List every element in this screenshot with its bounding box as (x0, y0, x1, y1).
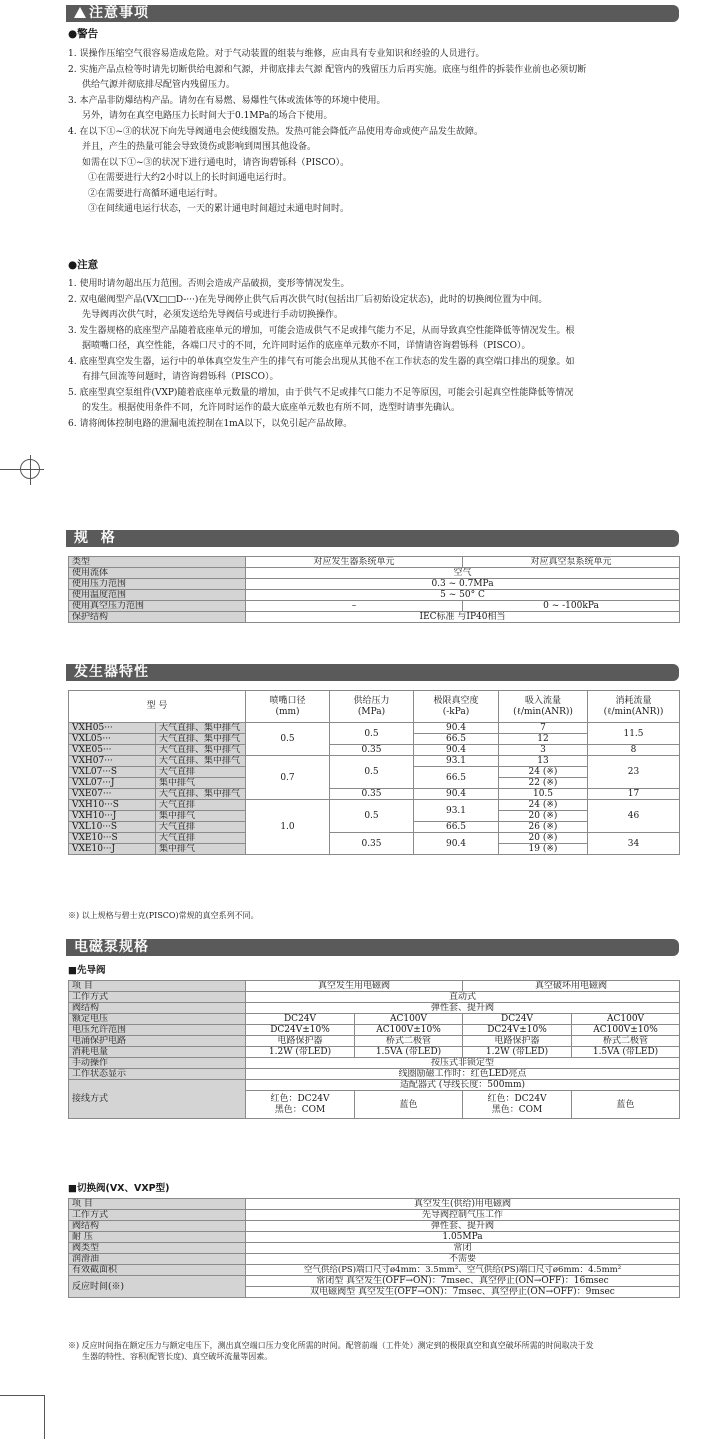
exhaust-cell: 大气直排、集中排气 (156, 723, 246, 734)
table-row (69, 568, 680, 579)
switch-value: 常闭型 真空发生(OFF→ON)：7msec、真空停止(ON→OFF)：16msec (246, 1276, 680, 1287)
pilot-value: 电路保护器 (246, 1036, 355, 1047)
switch-label: 有效截面积 (69, 1265, 246, 1276)
consumption-cell: 11.5 (588, 723, 680, 745)
pilot-label: 接线方式 (69, 1080, 246, 1119)
exhaust-cell: 大气直排、集中排气 (156, 756, 246, 767)
table-row (69, 745, 680, 756)
suction-cell: 10.5 (499, 789, 588, 800)
table-row (69, 612, 680, 623)
caution-line: 5. 底座型真空泵组件(VXP)随着底座单元数量的增加，由于供气不足或排气口能力不足等原因，可能会引起真空性能降低等情况 (68, 387, 574, 398)
suction-cell: 22 (※) (499, 778, 588, 789)
pilot-value: DC24V±10% (246, 1025, 355, 1036)
warning-line: ①在需要进行大约2小时以上的长时间通电运行时。 (88, 173, 292, 183)
table-row (69, 756, 680, 767)
pilot-label: 阀结构 (69, 1003, 246, 1014)
model-cell: VXE10···J (69, 844, 156, 855)
table-row (69, 1276, 680, 1287)
pump-note-line: ※) 反应时间指在额定压力与额定电压下，测出真空端口压力变化所需的时间。配管前端（工件处）测定到的极限真空和真空破坏所需的时间取决于发 (68, 1341, 594, 1350)
warning-line: 如需在以下①~③的状况下进行通电时，请咨询碧铄科（PISCO）。 (82, 157, 350, 168)
pilot-value: 适配器式 (导线长度：500mm) (246, 1080, 680, 1091)
exhaust-cell: 大气直排 (156, 800, 246, 811)
crop-mark-line (44, 1395, 45, 1439)
generator-title: 发生器特性 (74, 664, 149, 680)
pump-note-line: 生器的特性、容积(配管长度)、真空破坏流量等因素。 (82, 1352, 273, 1361)
exhaust-cell: 大气直排、集中排气 (156, 734, 246, 745)
pilot-value: 按压式非锁定型 (246, 1058, 680, 1069)
warning-line: 3. 本产品非防爆结构产品。请勿在有易燃、易爆性气体或流体等的环境中使用。 (68, 95, 386, 106)
exhaust-cell: 集中排气 (156, 844, 246, 855)
consumption-cell: 17 (588, 789, 680, 800)
table-row (69, 1210, 680, 1221)
crop-mark-circle (20, 459, 40, 479)
pilot-value: 1.5VA (带LED) (572, 1047, 680, 1058)
warning-line: ②在需要进行高循环通电运行时。 (88, 188, 224, 199)
switch-label: 工作方式 (69, 1210, 246, 1221)
switch-value: 真空发生(供给)用电磁阀 (246, 1199, 680, 1210)
switch-value: 双电磁阀型 真空发生(OFF→ON)：7msec、真空停止(ON→OFF)：9msec (246, 1287, 680, 1298)
pressure-cell: 0.5 (330, 756, 414, 789)
table-row (69, 833, 680, 844)
table-row (69, 1069, 680, 1080)
model-cell: VXE07··· (69, 789, 156, 800)
suction-cell: 24 (※) (499, 800, 588, 811)
caution-line: 先导阀再次供气时，必须发送给先导阀信号或进行手动切换操作。 (82, 310, 344, 320)
pilot-label: 工作方式 (69, 992, 246, 1003)
pilot-value: AC100V (355, 1014, 463, 1025)
suction-cell: 19 (※) (499, 844, 588, 855)
spec-title-bar (66, 530, 679, 547)
table-row (69, 1058, 680, 1069)
suction-cell: 24 (※) (499, 767, 588, 778)
pilot-value: AC100V (572, 1014, 680, 1025)
switch-label: 阀类型 (69, 1243, 246, 1254)
vacuum-cell: 93.1 (414, 756, 499, 767)
pressure-cell: 0.35 (330, 833, 414, 855)
crop-mark-line (0, 1395, 44, 1396)
col-header-model: 型 号 (69, 691, 246, 723)
table-row (69, 590, 680, 601)
suction-cell: 12 (499, 734, 588, 745)
pump-title-bar (66, 939, 679, 956)
notice-title: 注意事项 (89, 5, 149, 21)
spec-value: 5 ~ 50° C (246, 590, 680, 601)
pilot-value (463, 1091, 572, 1119)
pilot-label: 消耗电量 (69, 1047, 246, 1058)
wire-black-label: 黑色：COM (491, 1104, 543, 1115)
spec-label: 保护结构 (69, 612, 246, 623)
spec-value: 空气 (246, 568, 680, 579)
suction-cell: 3 (499, 745, 588, 756)
pilot-value: 真空发生用电磁阀 (246, 981, 463, 992)
spec-label: 类型 (69, 557, 246, 568)
wire-black-label: 黑色：COM (274, 1104, 326, 1115)
col-header-vacuum: 极限真空度 (-kPa) (414, 691, 499, 723)
spec-value: 对应真空泵系统单元 (463, 557, 680, 568)
spec-title: 规 格 (74, 530, 116, 546)
spec-label: 使用流体 (69, 568, 246, 579)
vacuum-cell: 93.1 (414, 800, 499, 822)
pilot-value: DC24V (246, 1014, 355, 1025)
table-row (69, 992, 680, 1003)
vacuum-cell: 90.4 (414, 789, 499, 800)
caution-line: 有排气回流等问题时，请咨询碧铄科（PISCO）。 (82, 372, 279, 382)
pilot-value: 弹性套、提升阀 (246, 1003, 680, 1014)
pilot-label: 电压允许范围 (69, 1025, 246, 1036)
caution-line: 3. 发生器规格的底座型产品随着底座单元的增加，可能会造成供气不足或排气能力不足，从而导致真空性能降低等情况发生。根 (68, 325, 575, 336)
warning-line: 供给气源并彻底排尽配管内残留压力。 (82, 80, 236, 90)
switch-value: 不需要 (246, 1254, 680, 1265)
consumption-cell: 34 (588, 833, 680, 855)
table-row (69, 800, 680, 811)
pressure-cell: 0.35 (330, 789, 414, 800)
generator-table (68, 690, 680, 855)
switch-value: 空气供给(PS)端口尺寸ø4mm：3.5mm²、空气供给(PS)端口尺寸ø6mm：4.5mm² (246, 1265, 680, 1276)
switch-value: 弹性套、提升阀 (246, 1221, 680, 1232)
pilot-value: 线圈励磁工作时：红色LED亮点 (246, 1069, 680, 1080)
wire-red-label: 红色：DC24V (270, 1093, 330, 1104)
pilot-value: 1.5VA (带LED) (355, 1047, 463, 1058)
model-cell: VXH05··· (69, 723, 156, 734)
consumption-cell: 46 (588, 800, 680, 833)
pilot-value: AC100V±10% (355, 1025, 463, 1036)
table-row (69, 723, 680, 734)
model-cell: VXL07···S (69, 767, 156, 778)
table-row (69, 789, 680, 800)
generator-note: ※) 以上规格与碧士克(PISCO)常规的真空系列不同。 (68, 911, 259, 920)
switch-label: 阀结构 (69, 1221, 246, 1232)
pilot-value (246, 1091, 355, 1119)
vacuum-cell: 90.4 (414, 723, 499, 734)
switch-label: 耐 压 (69, 1232, 246, 1243)
nozzle-cell: 0.5 (246, 723, 330, 756)
caution-title: ●注意 (68, 259, 99, 271)
pilot-value: DC24V (463, 1014, 572, 1025)
suction-cell: 20 (※) (499, 811, 588, 822)
warning-line: 1. 误操作压缩空气很容易造成危险。对于气动装置的组装与维修，应由具有专业知识和经验的人员进行。 (68, 49, 485, 59)
pilot-value: 直动式 (246, 992, 680, 1003)
spec-label: 使用真空压力范围 (69, 601, 246, 612)
exhaust-cell: 大气直排 (156, 833, 246, 844)
vacuum-cell: 66.5 (414, 767, 499, 789)
vacuum-cell: 90.4 (414, 745, 499, 756)
switch-valve-table (68, 1198, 680, 1298)
table-row (69, 981, 680, 992)
switch-label: 反应时间(※) (69, 1276, 246, 1298)
col-header-consumption: 消耗流量 (ℓ/min(ANR)) (588, 691, 680, 723)
exhaust-cell: 集中排气 (156, 811, 246, 822)
suction-cell: 7 (499, 723, 588, 734)
pilot-value: 桥式二极管 (572, 1036, 680, 1047)
spec-table (68, 556, 680, 623)
nozzle-cell: 0.7 (246, 756, 330, 800)
model-cell: VXH07··· (69, 756, 156, 767)
table-row (69, 1221, 680, 1232)
pressure-cell: 0.5 (330, 723, 414, 745)
table-row (69, 579, 680, 590)
pump-note (68, 1340, 683, 1362)
pilot-value: 蓝色 (355, 1091, 463, 1119)
pilot-label: 项 目 (69, 981, 246, 992)
table-row (69, 1036, 680, 1047)
table-row (69, 1199, 680, 1210)
switch-value: 常闭 (246, 1243, 680, 1254)
pilot-value: 电路保护器 (463, 1036, 572, 1047)
caution-line: 2. 双电磁阀型产品(VX□□D-···)在先导阀停止供气后再次供气时(包括出厂后初始设定状态)，此时的切换阀位置为中间。 (68, 294, 548, 305)
exhaust-cell: 大气直排、集中排气 (156, 789, 246, 800)
consumption-cell: 23 (588, 756, 680, 789)
table-row (69, 1265, 680, 1276)
pilot-label: 工作状态显示 (69, 1069, 246, 1080)
table-row (69, 557, 680, 568)
warning-line: 2. 实施产品点检等时请先切断供给电源和气源，并彻底排去气源 配管内的残留压力后再实施。底座与组件的拆装作业前也必须切断 (68, 64, 587, 75)
pilot-value: AC100V±10% (572, 1025, 680, 1036)
pilot-value: 桥式二极管 (355, 1036, 463, 1047)
col-header-pressure: 供给压力 (MPa) (330, 691, 414, 723)
pilot-value: DC24V±10% (463, 1025, 572, 1036)
exhaust-cell: 大气直排 (156, 767, 246, 778)
table-row (69, 1254, 680, 1265)
warning-line: 另外，请勿在真空电路压力长时间大于0.1MPa的场合下使用。 (82, 111, 333, 121)
model-cell: VXE10···S (69, 833, 156, 844)
vacuum-cell: 66.5 (414, 734, 499, 745)
pilot-label: 手动操作 (69, 1058, 246, 1069)
pilot-label: 额定电压 (69, 1014, 246, 1025)
vacuum-cell: 66.5 (414, 822, 499, 833)
pilot-value: 蓝色 (572, 1091, 680, 1119)
caution-line: 据喷嘴口径，真空性能，各端口尺寸的不同，允许同时运作的底座单元数亦不同，详情请咨询碧铄科（PISCO）。 (82, 341, 531, 351)
table-row (69, 1047, 680, 1058)
table-row (69, 1232, 680, 1243)
notice-title-bar (66, 5, 679, 22)
model-cell: VXL07···J (69, 778, 156, 789)
wire-red-label: 红色：DC24V (487, 1093, 547, 1104)
table-row (69, 1080, 680, 1091)
table-row (69, 1003, 680, 1014)
pilot-value: 1.2W (带LED) (463, 1047, 572, 1058)
switch-value: 1.05MPa (246, 1232, 680, 1243)
table-row (69, 601, 680, 612)
exhaust-cell: 大气直排、集中排气 (156, 745, 246, 756)
spec-value: IEC标准 与IP40相当 (246, 612, 680, 623)
spec-value: – (246, 601, 463, 612)
warning-triangle-icon (74, 7, 86, 18)
pressure-cell: 0.5 (330, 800, 414, 833)
model-cell: VXL10···S (69, 822, 156, 833)
switch-label: 润滑油 (69, 1254, 246, 1265)
table-header-row (69, 691, 680, 723)
spec-label: 使用温度范围 (69, 590, 246, 601)
nozzle-cell: 1.0 (246, 800, 330, 855)
switch-value: 先导阀控制气压工作 (246, 1210, 680, 1221)
caution-line: 6. 请将阀体控制电路的泄漏电流控制在1mA以下，以免引起产品故障。 (68, 418, 353, 429)
caution-line: 4. 底座型真空发生器，运行中的单体真空发生产生的排气有可能会出现从其他不在工作状态的发生器的真空端口排出的现象。如 (68, 356, 575, 367)
warning-list (68, 47, 683, 218)
suction-cell: 13 (499, 756, 588, 767)
consumption-cell: 8 (588, 745, 680, 756)
pressure-cell: 0.35 (330, 745, 414, 756)
spec-label: 使用压力范围 (69, 579, 246, 590)
table-row (69, 1025, 680, 1036)
col-header-suction: 吸入流量 (ℓ/min(ANR)) (499, 691, 588, 723)
pilot-label: 电涌保护电路 (69, 1036, 246, 1047)
model-cell: VXH10···S (69, 800, 156, 811)
suction-cell: 20 (※) (499, 833, 588, 844)
warning-title: ●警告 (68, 28, 99, 40)
model-cell: VXH10···J (69, 811, 156, 822)
table-row (69, 1243, 680, 1254)
caution-line: 的发生。根据使用条件不同，允许同时运作的最大底座单元数也有所不同，选型时请事先确认。 (82, 403, 461, 413)
caution-list (68, 277, 683, 432)
spec-value: 0 ~ -100kPa (463, 601, 680, 612)
spec-value: 对应发生器系统单元 (246, 557, 463, 568)
switch-label: 项 目 (69, 1199, 246, 1210)
warning-line: 4. 在以下①~③的状况下向先导阀通电会使线圈发热。发热可能会降低产品使用寿命或使产品发生故障。 (68, 126, 483, 137)
model-cell: VXE05··· (69, 745, 156, 756)
model-cell: VXL05··· (69, 734, 156, 745)
caution-line: 1. 使用时请勿超出压力范围。否则会造成产品破损，变形等情况发生。 (68, 279, 350, 289)
switch-valve-title: ■切换阀(VX、VXP型) (68, 1183, 170, 1194)
table-row (69, 1014, 680, 1025)
warning-line: ③在间续通电运行状态，一天的累计通电时间超过未通电时间时。 (88, 204, 350, 214)
generator-title-bar (66, 664, 679, 681)
exhaust-cell: 大气直排 (156, 822, 246, 833)
exhaust-cell: 集中排气 (156, 778, 246, 789)
col-header-nozzle: 喷嘴口径 (mm) (246, 691, 330, 723)
pilot-value: 真空破坏用电磁阀 (463, 981, 680, 992)
spec-value: 0.3 ~ 0.7MPa (246, 579, 680, 590)
pilot-value: 1.2W (带LED) (246, 1047, 355, 1058)
pilot-valve-title: ■先导阀 (68, 965, 106, 976)
suction-cell: 26 (※) (499, 822, 588, 833)
vacuum-cell: 90.4 (414, 833, 499, 855)
pump-title: 电磁泵规格 (74, 939, 149, 955)
warning-line: 并且，产生的热量可能会导致烫伤或影响到周围其他设备。 (82, 142, 317, 152)
pilot-valve-table (68, 980, 680, 1119)
